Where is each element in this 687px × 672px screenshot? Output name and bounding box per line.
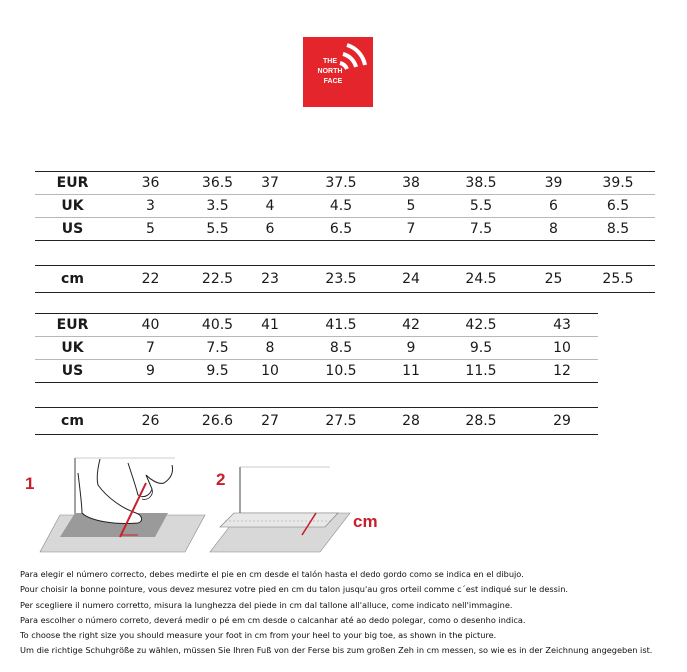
instruction-fr: Pour choisir la bonne pointure, vous devez mesurez votre pied en cm du talon jusqu'au gros orteil comme c´est indiqué sur le dessin. [20, 584, 568, 595]
eur-row [35, 314, 598, 337]
row-label: UK [35, 195, 110, 218]
size-cell: 28 [386, 408, 436, 435]
size-cell: 10.5 [296, 360, 386, 383]
size-cell: 3.5 [191, 195, 244, 218]
size-cell: 11 [386, 360, 436, 383]
size-table-2 [35, 313, 598, 383]
size-cell: 7.5 [436, 218, 526, 241]
size-cell: 22.5 [191, 266, 244, 293]
unit-label: cm [353, 512, 378, 531]
us-row [35, 360, 598, 383]
step-2-number: 2 [216, 470, 226, 489]
size-cell: 7 [110, 337, 191, 360]
size-cell: 5.5 [191, 218, 244, 241]
size-table-1 [35, 171, 655, 241]
size-cell: 37 [244, 172, 296, 195]
size-cell: 10 [526, 337, 598, 360]
north-face-logo-icon [303, 37, 373, 107]
size-cell: 9.5 [191, 360, 244, 383]
brand-logo [303, 37, 373, 107]
size-cell: 29 [526, 408, 598, 435]
instruction-en: To choose the right size you should measure your foot in cm from your heel to your big toe, as shown in the picture. [20, 630, 497, 641]
size-cell: 10 [244, 360, 296, 383]
size-cell: 26 [110, 408, 191, 435]
row-label: EUR [35, 172, 110, 195]
size-cell: 28.5 [436, 408, 526, 435]
size-cell: 37.5 [296, 172, 386, 195]
size-cell: 40 [110, 314, 191, 337]
foot-measure-icon [40, 458, 205, 552]
size-cell: 42.5 [436, 314, 526, 337]
svg-text:NORTH: NORTH [317, 68, 343, 75]
size-cell: 38.5 [436, 172, 526, 195]
row-label: US [35, 360, 110, 383]
size-cell: 6 [526, 195, 581, 218]
row-label: UK [35, 337, 110, 360]
row-label: cm [35, 408, 110, 435]
size-cell: 3 [110, 195, 191, 218]
instruction-it: Per scegliere il numero corretto, misura la lunghezza del piede in cm dal tallone all'alluce, come indicato nell'immagine. [20, 599, 513, 610]
instruction-pt: Para escolher o número correto, deverá medir o pé em cm desde o calcanhar até ao dedo polegar, como o desenho indica. [20, 614, 526, 625]
size-cell: 6 [244, 218, 296, 241]
size-cell: 24 [386, 266, 436, 293]
size-cell: 8.5 [581, 218, 655, 241]
size-cell: 36 [110, 172, 191, 195]
row-label: cm [35, 266, 110, 293]
size-cell: 39.5 [581, 172, 655, 195]
instruction-de: Um die richtige Schuhgröße zu wählen, müssen Sie Ihren Fuß von der Ferse bis zum großen Zeh in cm messen, so wie es in der Zeichnung angegeben ist. [20, 645, 653, 656]
size-cell: 25.5 [581, 266, 655, 293]
size-cell: 26.6 [191, 408, 244, 435]
row-label: EUR [35, 314, 110, 337]
size-cell: 42 [386, 314, 436, 337]
ruler-measure-icon [210, 467, 350, 552]
size-cell: 4.5 [296, 195, 386, 218]
us-row [35, 218, 655, 241]
cm-table-1 [35, 265, 655, 293]
size-cell: 7 [386, 218, 436, 241]
size-cell: 27.5 [296, 408, 386, 435]
instruction-es: Para elegir el número correcto, debes medirte el pie en cm desde el talón hasta el dedo gordo como se indica en el dibujo. [20, 569, 524, 579]
size-cell: 12 [526, 360, 598, 383]
size-cell: 4 [244, 195, 296, 218]
cm-row [35, 408, 598, 435]
size-cell: 23 [244, 266, 296, 293]
size-cell: 8 [526, 218, 581, 241]
size-cell: 6.5 [296, 218, 386, 241]
size-cell: 5 [386, 195, 436, 218]
cm-table-2 [35, 407, 598, 435]
size-cell: 8 [244, 337, 296, 360]
size-cell: 24.5 [436, 266, 526, 293]
instructions [20, 567, 680, 659]
cm-row [35, 266, 655, 293]
size-cell: 9.5 [436, 337, 526, 360]
size-cell: 22 [110, 266, 191, 293]
size-cell: 40.5 [191, 314, 244, 337]
measurement-illustration [20, 455, 400, 555]
size-cell: 36.5 [191, 172, 244, 195]
row-label: US [35, 218, 110, 241]
size-cell: 27 [244, 408, 296, 435]
size-cell: 11.5 [436, 360, 526, 383]
size-cell: 8.5 [296, 337, 386, 360]
size-cell: 41.5 [296, 314, 386, 337]
size-cell: 9 [110, 360, 191, 383]
uk-row [35, 195, 655, 218]
uk-row [35, 337, 598, 360]
size-cell: 43 [526, 314, 598, 337]
size-cell: 6.5 [581, 195, 655, 218]
size-cell: 38 [386, 172, 436, 195]
svg-text:THE: THE [323, 58, 337, 65]
step-1-number: 1 [25, 474, 35, 493]
svg-text:FACE: FACE [323, 78, 343, 85]
size-cell: 25 [526, 266, 581, 293]
size-cell: 39 [526, 172, 581, 195]
size-cell: 41 [244, 314, 296, 337]
size-cell: 5.5 [436, 195, 526, 218]
size-cell: 5 [110, 218, 191, 241]
eur-row [35, 172, 655, 195]
size-cell: 23.5 [296, 266, 386, 293]
size-cell: 7.5 [191, 337, 244, 360]
size-cell: 9 [386, 337, 436, 360]
